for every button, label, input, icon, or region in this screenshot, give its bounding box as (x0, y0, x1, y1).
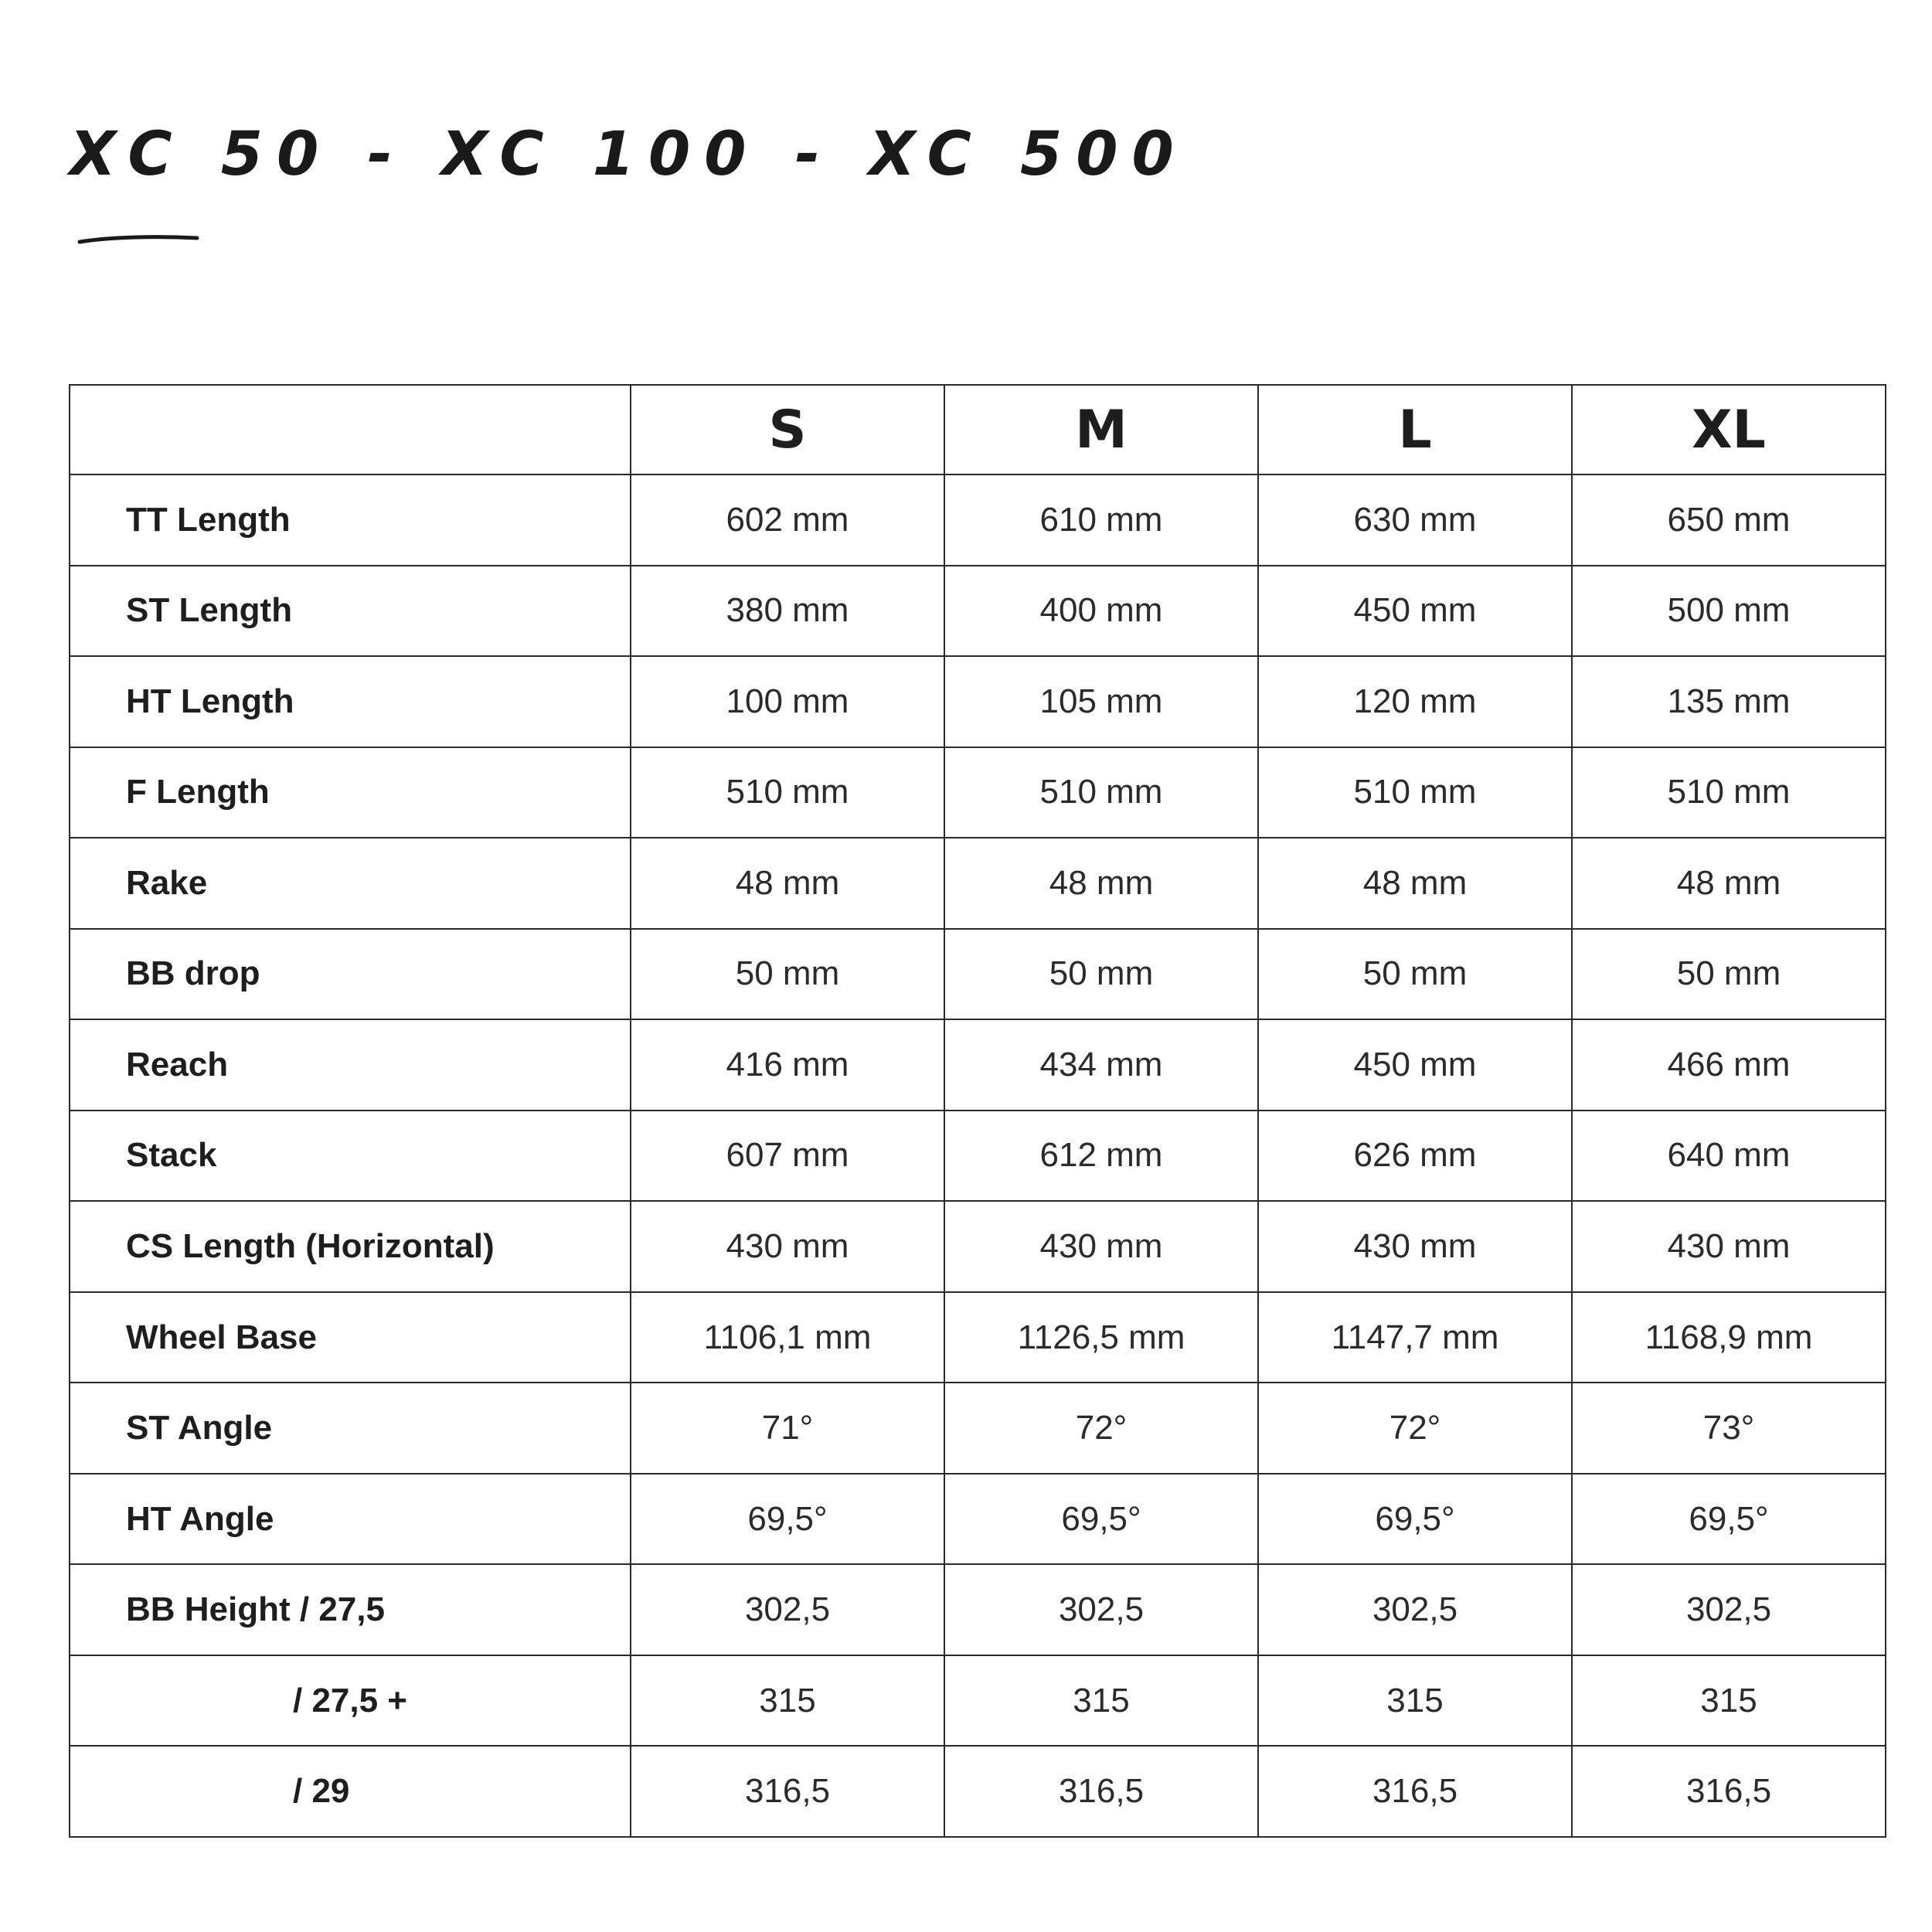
title-underline (77, 232, 201, 247)
size-header-s: S (631, 385, 944, 474)
row-label: CS Length (Horizontal) (70, 1201, 631, 1292)
table-cell: 50 mm (944, 929, 1258, 1020)
table-cell: 302,5 (944, 1564, 1258, 1655)
row-label: BB drop (70, 929, 631, 1020)
size-header-xl: XL (1572, 385, 1886, 474)
table-cell: 135 mm (1572, 656, 1886, 747)
row-label: Rake (70, 838, 631, 929)
table-cell: 69,5° (1258, 1474, 1572, 1565)
table-row (70, 1111, 1886, 1202)
size-header-m: M (944, 385, 1258, 474)
table-cell: 510 mm (1258, 747, 1572, 838)
table-cell: 315 (631, 1655, 944, 1747)
table-cell: 48 mm (631, 838, 944, 929)
table-cell: 1126,5 mm (944, 1292, 1258, 1383)
row-label: ST Angle (70, 1383, 631, 1474)
table-cell: 626 mm (1258, 1111, 1572, 1202)
table-cell: 316,5 (1572, 1746, 1886, 1837)
table-cell: 640 mm (1572, 1111, 1886, 1202)
table-cell: 430 mm (944, 1201, 1258, 1292)
row-label: Stack (70, 1111, 631, 1202)
table-cell: 650 mm (1572, 474, 1886, 566)
header-row (70, 385, 1886, 474)
table-cell: 50 mm (1572, 929, 1886, 1020)
table-cell: 69,5° (631, 1474, 944, 1565)
table-cell: 416 mm (631, 1019, 944, 1111)
table-cell: 69,5° (1572, 1474, 1886, 1565)
table-cell: 610 mm (944, 474, 1258, 566)
table-cell: 100 mm (631, 656, 944, 747)
table-row (70, 1383, 1886, 1474)
table-cell: 607 mm (631, 1111, 944, 1202)
header-corner-cell (70, 385, 631, 474)
table-cell: 302,5 (1572, 1564, 1886, 1655)
row-label: Wheel Base (70, 1292, 631, 1383)
table-cell: 1106,1 mm (631, 1292, 944, 1383)
table-cell: 69,5° (944, 1474, 1258, 1565)
table-cell: 510 mm (631, 747, 944, 838)
table-row (70, 1746, 1886, 1837)
table-cell: 72° (944, 1383, 1258, 1474)
table-row (70, 1564, 1886, 1655)
table-cell: 315 (944, 1655, 1258, 1747)
table-cell: 316,5 (944, 1746, 1258, 1837)
table-row (70, 929, 1886, 1020)
table-cell: 316,5 (631, 1746, 944, 1837)
table-cell: 630 mm (1258, 474, 1572, 566)
table-cell: 1168,9 mm (1572, 1292, 1886, 1383)
table-cell: 430 mm (1258, 1201, 1572, 1292)
table-cell: 602 mm (631, 474, 944, 566)
table-cell: 510 mm (944, 747, 1258, 838)
table-cell: 400 mm (944, 566, 1258, 657)
table-row (70, 1201, 1886, 1292)
row-label: TT Length (70, 474, 631, 566)
row-label: / 29 (70, 1746, 631, 1837)
table-cell: 315 (1572, 1655, 1886, 1747)
table-row (70, 838, 1886, 929)
table-cell: 466 mm (1572, 1019, 1886, 1111)
table-cell: 430 mm (1572, 1201, 1886, 1292)
table-cell: 72° (1258, 1383, 1572, 1474)
table-cell: 450 mm (1258, 1019, 1572, 1111)
table-cell: 380 mm (631, 566, 944, 657)
row-label: F Length (70, 747, 631, 838)
table-cell: 48 mm (944, 838, 1258, 929)
table-row (70, 747, 1886, 838)
table-cell: 500 mm (1572, 566, 1886, 657)
table-cell: 612 mm (944, 1111, 1258, 1202)
table-cell: 73° (1572, 1383, 1886, 1474)
table-cell: 50 mm (631, 929, 944, 1020)
row-label: Reach (70, 1019, 631, 1111)
table-cell: 48 mm (1258, 838, 1572, 929)
table-row (70, 1292, 1886, 1383)
row-label: ST Length (70, 566, 631, 657)
geometry-table (69, 384, 1886, 1838)
table-row (70, 1019, 1886, 1111)
table-cell: 71° (631, 1383, 944, 1474)
row-label: HT Angle (70, 1474, 631, 1565)
table-cell: 1147,7 mm (1258, 1292, 1572, 1383)
table-row (70, 474, 1886, 566)
row-label: BB Height / 27,5 (70, 1564, 631, 1655)
table-cell: 450 mm (1258, 566, 1572, 657)
table-cell: 315 (1258, 1655, 1572, 1747)
table-cell: 430 mm (631, 1201, 944, 1292)
table-cell: 48 mm (1572, 838, 1886, 929)
table-cell: 510 mm (1572, 747, 1886, 838)
table-row (70, 656, 1886, 747)
page-title: XC 50 - XC 100 - XC 500 (70, 120, 1188, 189)
table-cell: 434 mm (944, 1019, 1258, 1111)
row-label: / 27,5 + (70, 1655, 631, 1747)
table-cell: 105 mm (944, 656, 1258, 747)
table-cell: 50 mm (1258, 929, 1572, 1020)
table-cell: 316,5 (1258, 1746, 1572, 1837)
table-row (70, 1655, 1886, 1747)
table-cell: 120 mm (1258, 656, 1572, 747)
table-row (70, 1474, 1886, 1565)
table-row (70, 566, 1886, 657)
table-cell: 302,5 (631, 1564, 944, 1655)
size-header-l: L (1258, 385, 1572, 474)
row-label: HT Length (70, 656, 631, 747)
table-cell: 302,5 (1258, 1564, 1572, 1655)
